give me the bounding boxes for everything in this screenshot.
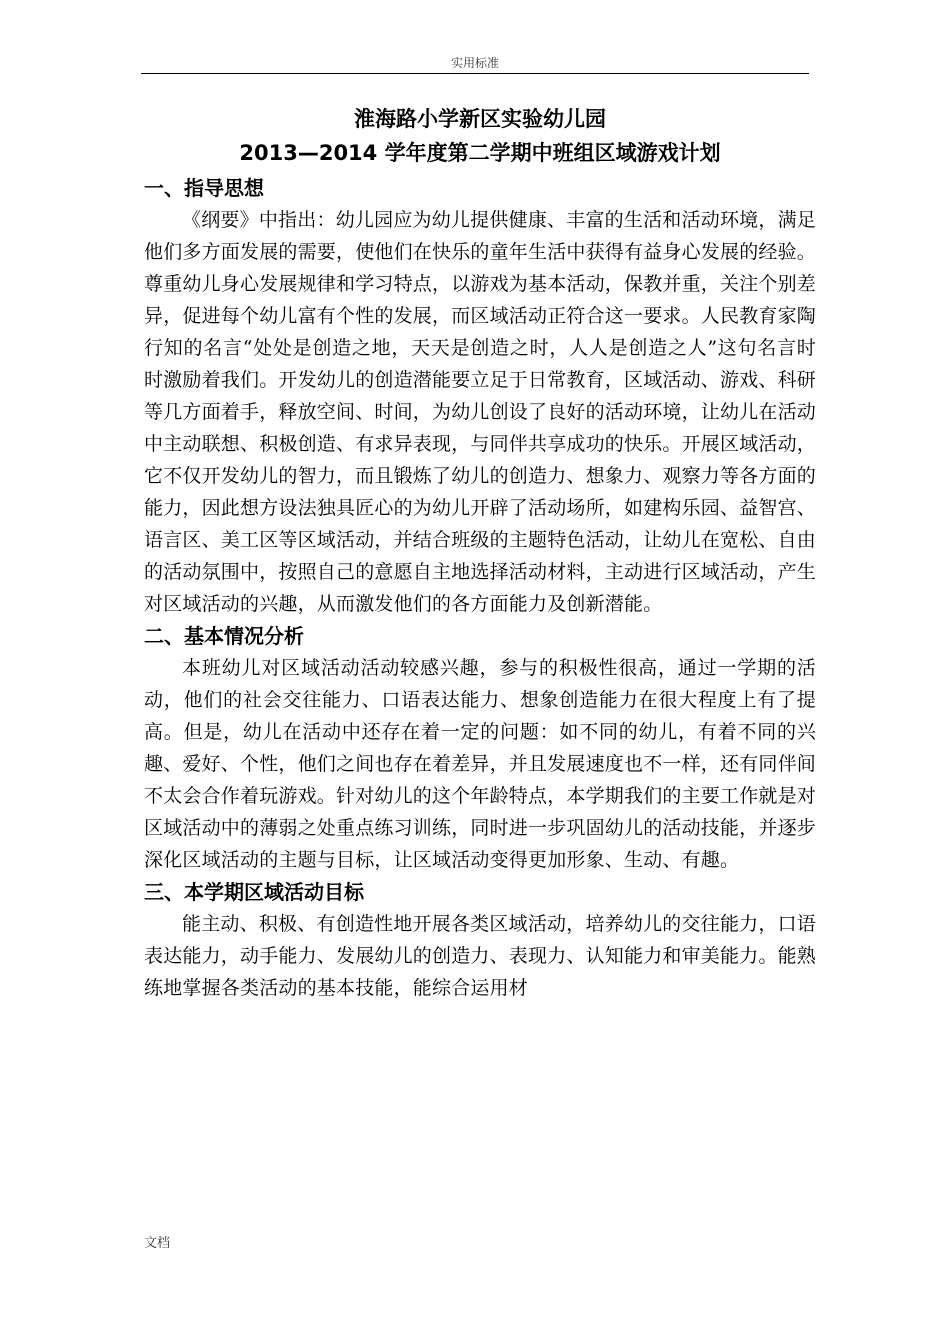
section-paragraph-semester-goals: 能主动、积极、有创造性地开展各类区域活动，培养幼儿的交往能力，口语表达能力，动手能力、发展幼儿的创造力、表现力、认知能力和审美能力。能熟练地掌握各类活动的基本技能，能综合运用材 — [144, 913, 817, 999]
section-heading-situation-analysis: 二、基本情况分析 — [144, 624, 304, 648]
document-title-line1: 淮海路小学新区实验幼儿园 — [354, 107, 606, 131]
page-footer — [144, 1232, 170, 1251]
page-header-text: 实用标准 — [450, 56, 499, 70]
document-body — [144, 102, 816, 1004]
page-header — [141, 54, 809, 74]
section-heading-semester-goals: 三、本学期区域活动目标 — [144, 880, 364, 904]
document-title-line2: 2013—2014 学年度第二学期中班组区域游戏计划 — [239, 141, 721, 165]
page-footer-text: 文档 — [144, 1236, 171, 1251]
section-paragraph-guiding-ideology: 《纲要》中指出：幼儿园应为幼儿提供健康、丰富的生活和活动环境，满足他们多方面发展的需要，使他们在快乐的童年生活中获得有益身心发展的经验。尊重幼儿身心发展规律和学习特点，以游戏为基本活动，保教并重，关注个别差异，促进每个幼儿富有个性的发展，而区域活动正符合这一要求。人民教育家陶行知的名言“处处是创造之地，天天是创造之时，人人是创造之人”这句名言时时激励着我们。开发幼儿的创造潜能要立足于日常教育，区域活动、游戏、科研等几方面着手，释放空间、时间，为幼儿创设了良好的活动环境，让幼儿在活动中主动联想、积极创造、有求异表现，与同伴共享成功的快乐。开展区域活动，它不仅开发幼儿的智力，而且锻炼了幼儿的创造力、想象力、观察力等各方面的能力，因此想方设法独具匠心的为幼儿开辟了活动场所，如建构乐园、益智宫、语言区、美工区等区域活动，并结合班级的主题特色活动，让幼儿在宽松、自由的活动氛围中，按照自己的意愿自主地选择活动材料，主动进行区域活动，产生对区域活动的兴趣，从而激发他们的各方面能力及创新潜能。 — [144, 209, 817, 615]
section-paragraph-situation-analysis: 本班幼儿对区域活动活动较感兴趣，参与的积极性很高，通过一学期的活动，他们的社会交往能力、口语表达能力、想象创造能力在很大程度上有了提高。但是，幼儿在活动中还存在着一定的问题：如不同的幼儿，有着不同的兴趣、爱好、个性，他们之间也存在着差异，并且发展速度也不一样，还有同伴间不太会合作着玩游戏。针对幼儿的这个年龄特点，本学期我们的主要工作就是对区域活动中的薄弱之处重点练习训练，同时进一步巩固幼儿的活动技能，并逐步深化区域活动的主题与目标，让区域活动变得更加形象、生动、有趣。 — [144, 657, 817, 871]
section-heading-guiding-ideology: 一、指导思想 — [144, 176, 264, 200]
